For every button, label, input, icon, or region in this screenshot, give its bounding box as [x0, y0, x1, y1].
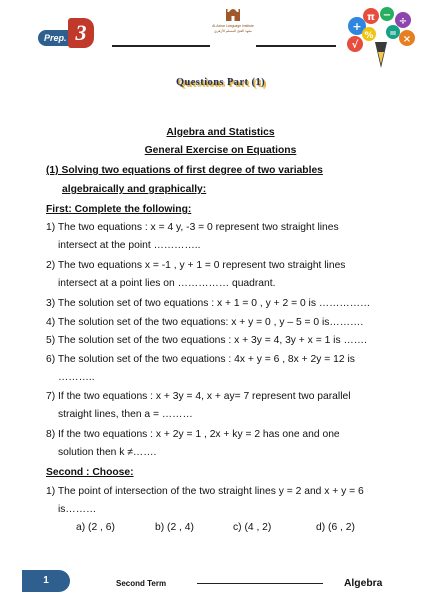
footer-term: Second Term: [116, 579, 167, 588]
institute-logo: [210, 6, 256, 44]
option-b: b) (2 , 4): [155, 522, 194, 533]
question-5: 5) The solution set of the two equations : x + 3y = 4, 3y + x = 1 is …….: [46, 335, 367, 346]
prep-number: 3: [68, 18, 94, 48]
topic-heading: General Exercise on Equations: [144, 145, 297, 156]
page-title: Questions Part (1): [175, 77, 266, 88]
svg-text:√: √: [351, 40, 359, 51]
choose-question-1: 1) The point of intersection of the two straight lines y = 2 and x + y = 6: [46, 486, 364, 497]
question-1-cont: intersect at the point …………..: [58, 240, 201, 251]
prep-badge: Prep.: [38, 30, 78, 46]
svg-text:÷: ÷: [398, 16, 408, 27]
math-symbols-icon: [345, 6, 417, 70]
option-a: a) (2 , 6): [76, 522, 115, 533]
section-heading-line1: (1) Solving two equations of first degree of two variables: [46, 165, 323, 176]
svg-text:+: +: [352, 20, 362, 33]
logo-text-en: Al-Azhar Language Institute: [212, 24, 254, 28]
option-d: d) (6 , 2): [316, 522, 355, 533]
svg-text:−: −: [382, 10, 392, 21]
question-2-cont: intersect at a point lies on …………… quadrant.: [58, 278, 276, 289]
second-heading: Second : Choose:: [46, 467, 134, 478]
question-8-cont: solution then k ≠…….: [58, 447, 157, 458]
page-number-badge: 1: [22, 570, 70, 592]
footer-rule: [197, 583, 323, 584]
choose-question-1-cont: is………: [58, 504, 97, 515]
section-heading-line2: algebraically and graphically:: [62, 184, 207, 195]
header-rule-left: [112, 45, 210, 47]
svg-text:×: ×: [402, 34, 412, 45]
footer-subject: Algebra: [344, 578, 383, 589]
mosque-icon: [226, 6, 240, 22]
question-6: 6) The solution set of the two equations : 4x + y = 6 , 8x + 2y = 12 is: [46, 354, 355, 365]
question-6-cont: ………..: [58, 372, 95, 383]
question-1: 1) The two equations : x = 4 y, -3 = 0 represent two straight lines: [46, 222, 339, 233]
svg-text:%: %: [364, 31, 374, 41]
question-7: 7) If the two equations : x + 3y = 4, x + ay= 7 represent two parallel: [46, 391, 351, 402]
option-c: c) (4 , 2): [233, 522, 272, 533]
question-2: 2) The two equations x = -1 , y + 1 = 0 represent two straight lines: [46, 260, 346, 271]
question-7-cont: straight lines, then a = ………: [58, 409, 193, 420]
header-rule-right: [256, 45, 336, 47]
first-heading: First: Complete the following:: [46, 204, 192, 215]
question-8: 8) If the two equations : x + 2y = 1 , 2x + ky = 2 has one and one: [46, 429, 340, 440]
svg-text:=: =: [389, 29, 397, 39]
subject-heading: Algebra and Statistics: [166, 127, 275, 138]
question-4: 4) The solution set of the two equations: x + y = 0 , y – 5 = 0 is……….: [46, 317, 364, 328]
logo-text-ar: معهد الفتح المسلم الأزهري: [214, 29, 252, 33]
question-3: 3) The solution set of two equations : x + 1 = 0 , y + 2 = 0 is ……………: [46, 298, 371, 309]
svg-text:π: π: [367, 12, 375, 23]
